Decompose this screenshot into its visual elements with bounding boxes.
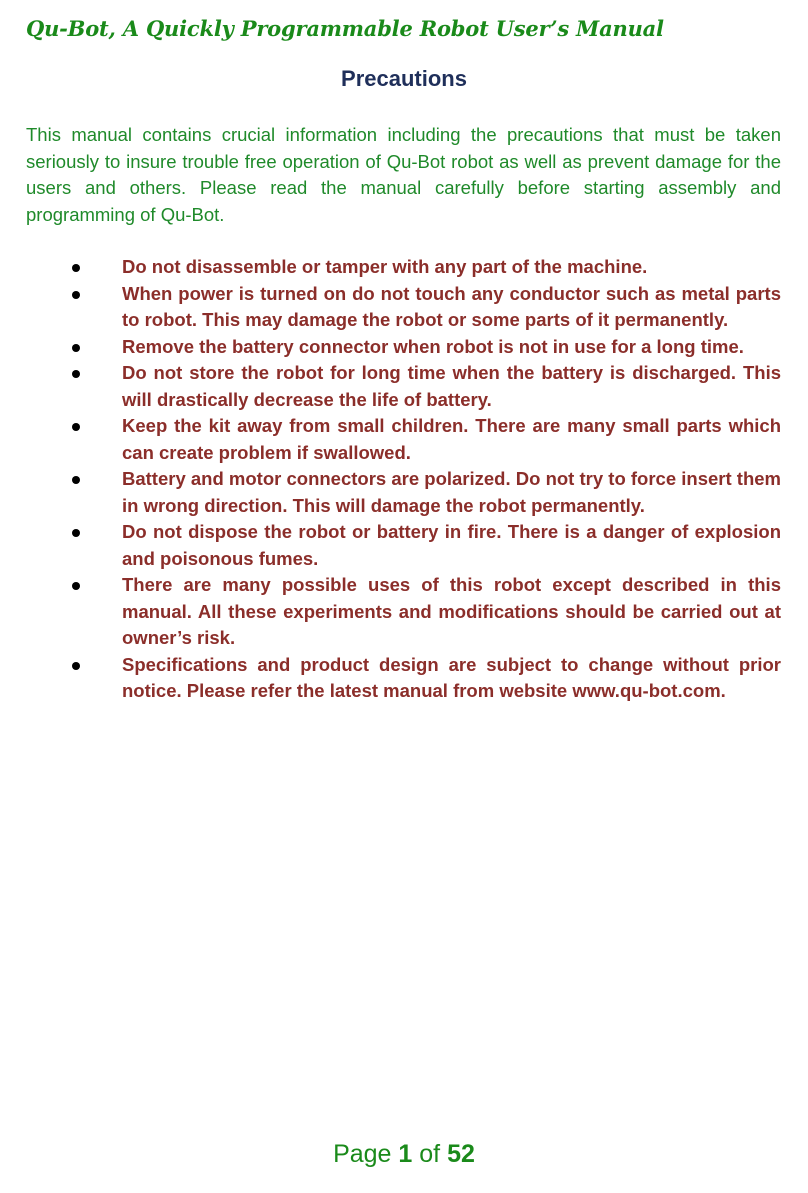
bullet-icon xyxy=(72,264,80,272)
bullet-icon xyxy=(72,529,80,537)
precaution-item xyxy=(0,572,781,652)
precaution-item xyxy=(0,413,781,466)
precaution-text: Specifications and product design are subject to change without prior notice. Please refer the latest manual from website www.qu-bot.com. xyxy=(122,653,781,701)
bullet-icon xyxy=(72,291,80,299)
precaution-item xyxy=(0,360,781,413)
bullet-icon xyxy=(72,662,80,670)
page-number-total: 52 xyxy=(447,1140,475,1168)
section-title: Precautions xyxy=(341,66,467,91)
precaution-text: Remove the battery connector when robot is not in use for a long time. xyxy=(122,335,744,357)
precaution-text: Do not dispose the robot or battery in fire. There is a danger of explosion and poisonous fumes. xyxy=(122,521,781,569)
running-header: Qu-Bot, A Quickly Programmable Robot User’s Manual xyxy=(26,16,664,41)
precaution-text: Do not store the robot for long time when the battery is discharged. This will drastically decrease the life of battery. xyxy=(122,362,781,410)
bullet-icon xyxy=(72,370,80,378)
precautions-list xyxy=(0,254,808,705)
precaution-text: Do not disassemble or tamper with any part of the machine. xyxy=(122,256,648,277)
bullet-icon xyxy=(72,344,80,352)
precaution-item xyxy=(0,466,781,519)
precaution-text: Keep the kit away from small children. There are many small parts which can create problem if swallowed. xyxy=(122,415,781,463)
page-separator: of xyxy=(419,1140,441,1168)
precaution-item xyxy=(0,652,781,705)
precaution-item xyxy=(0,519,781,572)
precaution-text: When power is turned on do not touch any conductor such as metal parts to robot. This may damage the robot or some parts of it permanently. xyxy=(122,282,781,330)
precaution-text: Battery and motor connectors are polarized. Do not try to force insert them in wrong direction. This will damage the robot permanently. xyxy=(122,468,781,516)
bullet-icon xyxy=(72,476,80,484)
page-footer xyxy=(0,1140,808,1169)
precaution-item xyxy=(0,254,781,281)
intro-paragraph: This manual contains crucial information including the precautions that must be taken seriously to insure trouble free operation of Qu-Bot robot as well as prevent damage for the users and others. Please read the manual carefully before starting assembly and programming of Qu-Bot. xyxy=(26,124,781,225)
precaution-text: There are many possible uses of this robot except described in this manual. All these experiments and modifications should be carried out at owner’s risk. xyxy=(122,574,781,648)
page-number-current: 1 xyxy=(398,1140,413,1168)
bullet-icon xyxy=(72,423,80,431)
precaution-item xyxy=(0,334,781,361)
page-label: Page xyxy=(333,1140,392,1168)
bullet-icon xyxy=(72,582,80,590)
precaution-item xyxy=(0,281,781,334)
